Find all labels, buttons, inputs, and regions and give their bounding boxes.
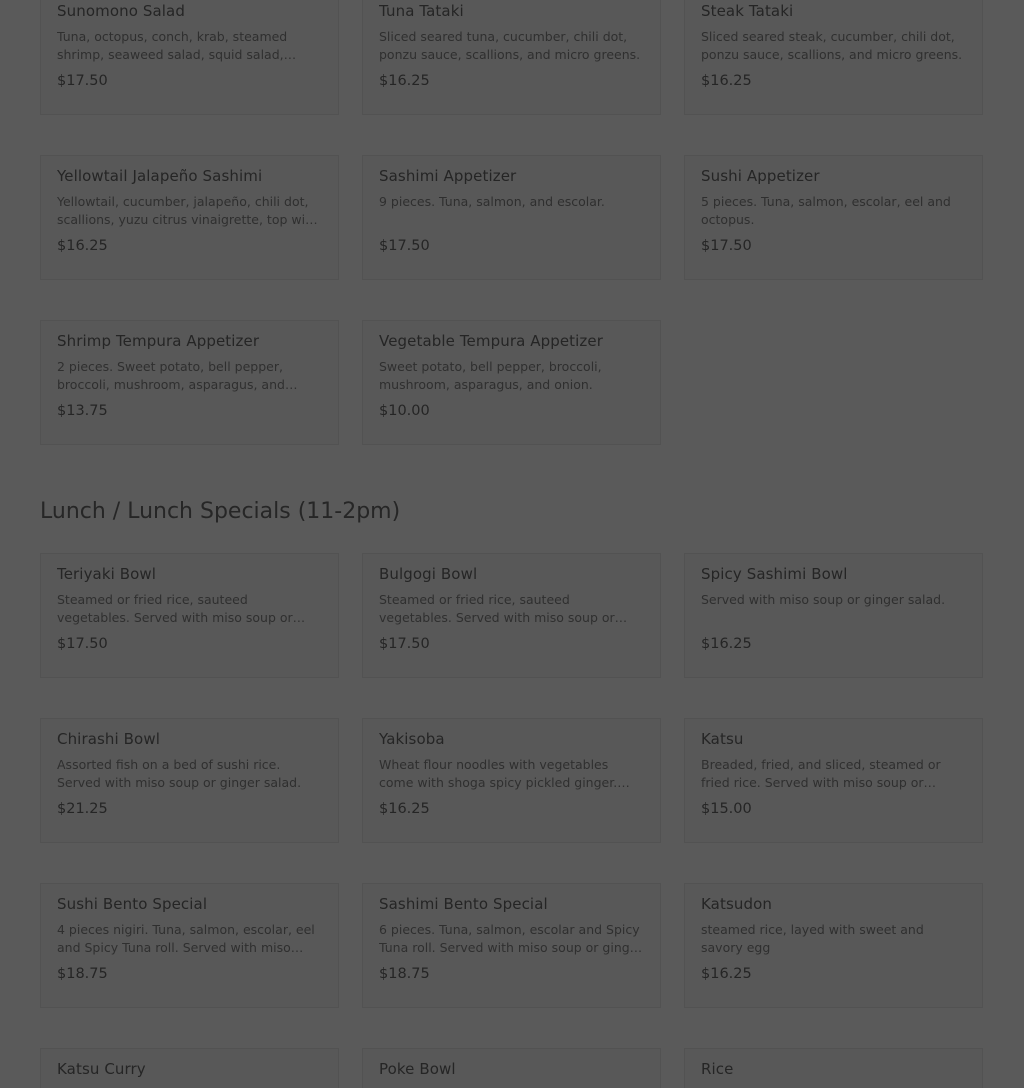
menu-item-card[interactable] — [40, 1048, 339, 1088]
menu-item-card[interactable] — [40, 155, 339, 280]
menu-item-card[interactable] — [362, 718, 661, 843]
menu-item-name: Yellowtail Jalapeño Sashimi — [57, 167, 263, 185]
menu-item-name: Katsu Curry — [57, 1060, 146, 1078]
menu-item-description: Assorted fish on a bed of sushi rice. Served with miso soup or ginger salad. — [57, 757, 302, 790]
menu-item-description: 9 pieces. Tuna, salmon, and escolar. — [379, 194, 605, 209]
menu-item-card[interactable] — [362, 320, 661, 445]
menu-item-description: 6 pieces. Tuna, salmon, escolar and Spicy Tuna roll. Served with miso soup or ginger — [379, 922, 643, 955]
menu-item-name: Poke Bowl — [379, 1060, 456, 1078]
menu-item-price: $16.25 — [57, 238, 108, 254]
menu-item-price: $21.25 — [57, 801, 108, 817]
menu-item-price: $17.50 — [57, 636, 108, 652]
menu-item-name: Tuna Tataki — [379, 2, 464, 20]
menu-item-description: Sliced seared tuna, cucumber, chili dot, ponzu sauce, scallions, and micro greens. — [379, 29, 641, 62]
menu-item-name: Sunomono Salad — [57, 2, 185, 20]
menu-item-description: 4 pieces nigiri. Tuna, salmon, escolar, eel and Spicy Tuna roll. Served with miso — [57, 922, 315, 955]
menu-item-name: Sushi Appetizer — [701, 167, 820, 185]
menu-item-price: $16.25 — [701, 966, 752, 982]
menu-item-name: Vegetable Tempura Appetizer — [379, 332, 603, 350]
menu-item-description: Breaded, fried, and sliced, steamed or fried rice. Served with miso soup or — [701, 757, 941, 790]
menu-item-price: $18.75 — [379, 966, 430, 982]
menu-item-card[interactable] — [684, 0, 983, 115]
appetizer-grid — [40, 0, 984, 445]
menu-item-price: $17.50 — [57, 73, 108, 89]
menu-item-card[interactable] — [362, 155, 661, 280]
menu-item-card[interactable] — [40, 320, 339, 445]
menu-item-name: Teriyaki Bowl — [57, 565, 157, 583]
menu-item-price: $18.75 — [57, 966, 108, 982]
menu-item-price: $17.50 — [379, 636, 430, 652]
menu-item-price: $16.25 — [379, 73, 430, 89]
menu-item-name: Bulgogi Bowl — [379, 565, 478, 583]
menu-item-name: Spicy Sashimi Bowl — [701, 565, 848, 583]
menu-item-price: $17.50 — [701, 238, 752, 254]
menu-item-card[interactable] — [362, 553, 661, 678]
menu-item-price: $13.75 — [57, 403, 108, 419]
menu-item-card[interactable] — [684, 718, 983, 843]
menu-item-description: Served with miso soup or ginger salad. — [701, 592, 946, 607]
menu-item-name: Katsu — [701, 730, 744, 748]
lunch-grid — [40, 553, 984, 1088]
menu-item-price: $15.00 — [701, 801, 752, 817]
menu-item-card[interactable] — [40, 718, 339, 843]
menu-item-description: 2 pieces. Sweet potato, bell pepper, broccoli, mushroom, asparagus, and — [57, 359, 285, 392]
menu-item-description: Sweet potato, bell pepper, broccoli, mushroom, asparagus, and onion. — [379, 359, 602, 392]
menu-item-card[interactable] — [362, 883, 661, 1008]
menu-item-price: $16.25 — [701, 636, 752, 652]
menu-item-name: Steak Tataki — [701, 2, 794, 20]
menu-item-card[interactable] — [40, 883, 339, 1008]
menu-item-card[interactable] — [362, 1048, 661, 1088]
menu-item-price: $16.25 — [379, 801, 430, 817]
menu-item-name: Yakisoba — [379, 730, 445, 748]
menu-item-card[interactable] — [684, 553, 983, 678]
menu-item-description: Sliced seared steak, cucumber, chili dot, ponzu sauce, scallions, and micro greens. — [701, 29, 963, 62]
section-heading: Lunch / Lunch Specials (11-2pm) — [40, 499, 401, 524]
menu-item-card[interactable] — [40, 0, 339, 115]
menu-item-name: Sushi Bento Special — [57, 895, 208, 913]
menu-item-name: Katsudon — [701, 895, 772, 913]
menu-item-name: Sashimi Bento Special — [379, 895, 548, 913]
menu-item-description: steamed rice, layed with sweet and savory egg — [701, 922, 924, 955]
menu-item-card[interactable] — [684, 1048, 983, 1088]
menu-item-name: Shrimp Tempura Appetizer — [57, 332, 260, 350]
menu-item-description: 5 pieces. Tuna, salmon, escolar, eel and octopus. — [701, 194, 951, 227]
menu-item-card[interactable] — [40, 553, 339, 678]
menu-item-description: Tuna, octopus, conch, krab, steamed shrimp, seaweed salad, squid salad, — [57, 29, 288, 62]
menu-item-card[interactable] — [362, 0, 661, 115]
menu-item-name: Rice — [701, 1060, 734, 1078]
menu-item-name: Sashimi Appetizer — [379, 167, 517, 185]
menu-item-description: Steamed or fried rice, sauteed vegetables. Served with miso soup or — [379, 592, 615, 625]
menu-item-description: Wheat flour noodles with vegetables come with shoga spicy pickled ginger. — [379, 757, 618, 790]
menu-item-price: $10.00 — [379, 403, 430, 419]
menu-item-price: $17.50 — [379, 238, 430, 254]
menu-item-description: Steamed or fried rice, sauteed vegetables. Served with miso soup or — [57, 592, 293, 625]
menu-item-card[interactable] — [684, 155, 983, 280]
menu-item-price: $16.25 — [701, 73, 752, 89]
menu-item-name: Chirashi Bowl — [57, 730, 160, 748]
menu-item-card[interactable] — [684, 883, 983, 1008]
menu-item-description: Yellowtail, cucumber, jalapeño, chili dot, scallions, yuzu citrus vinaigrette, top with — [57, 194, 318, 227]
